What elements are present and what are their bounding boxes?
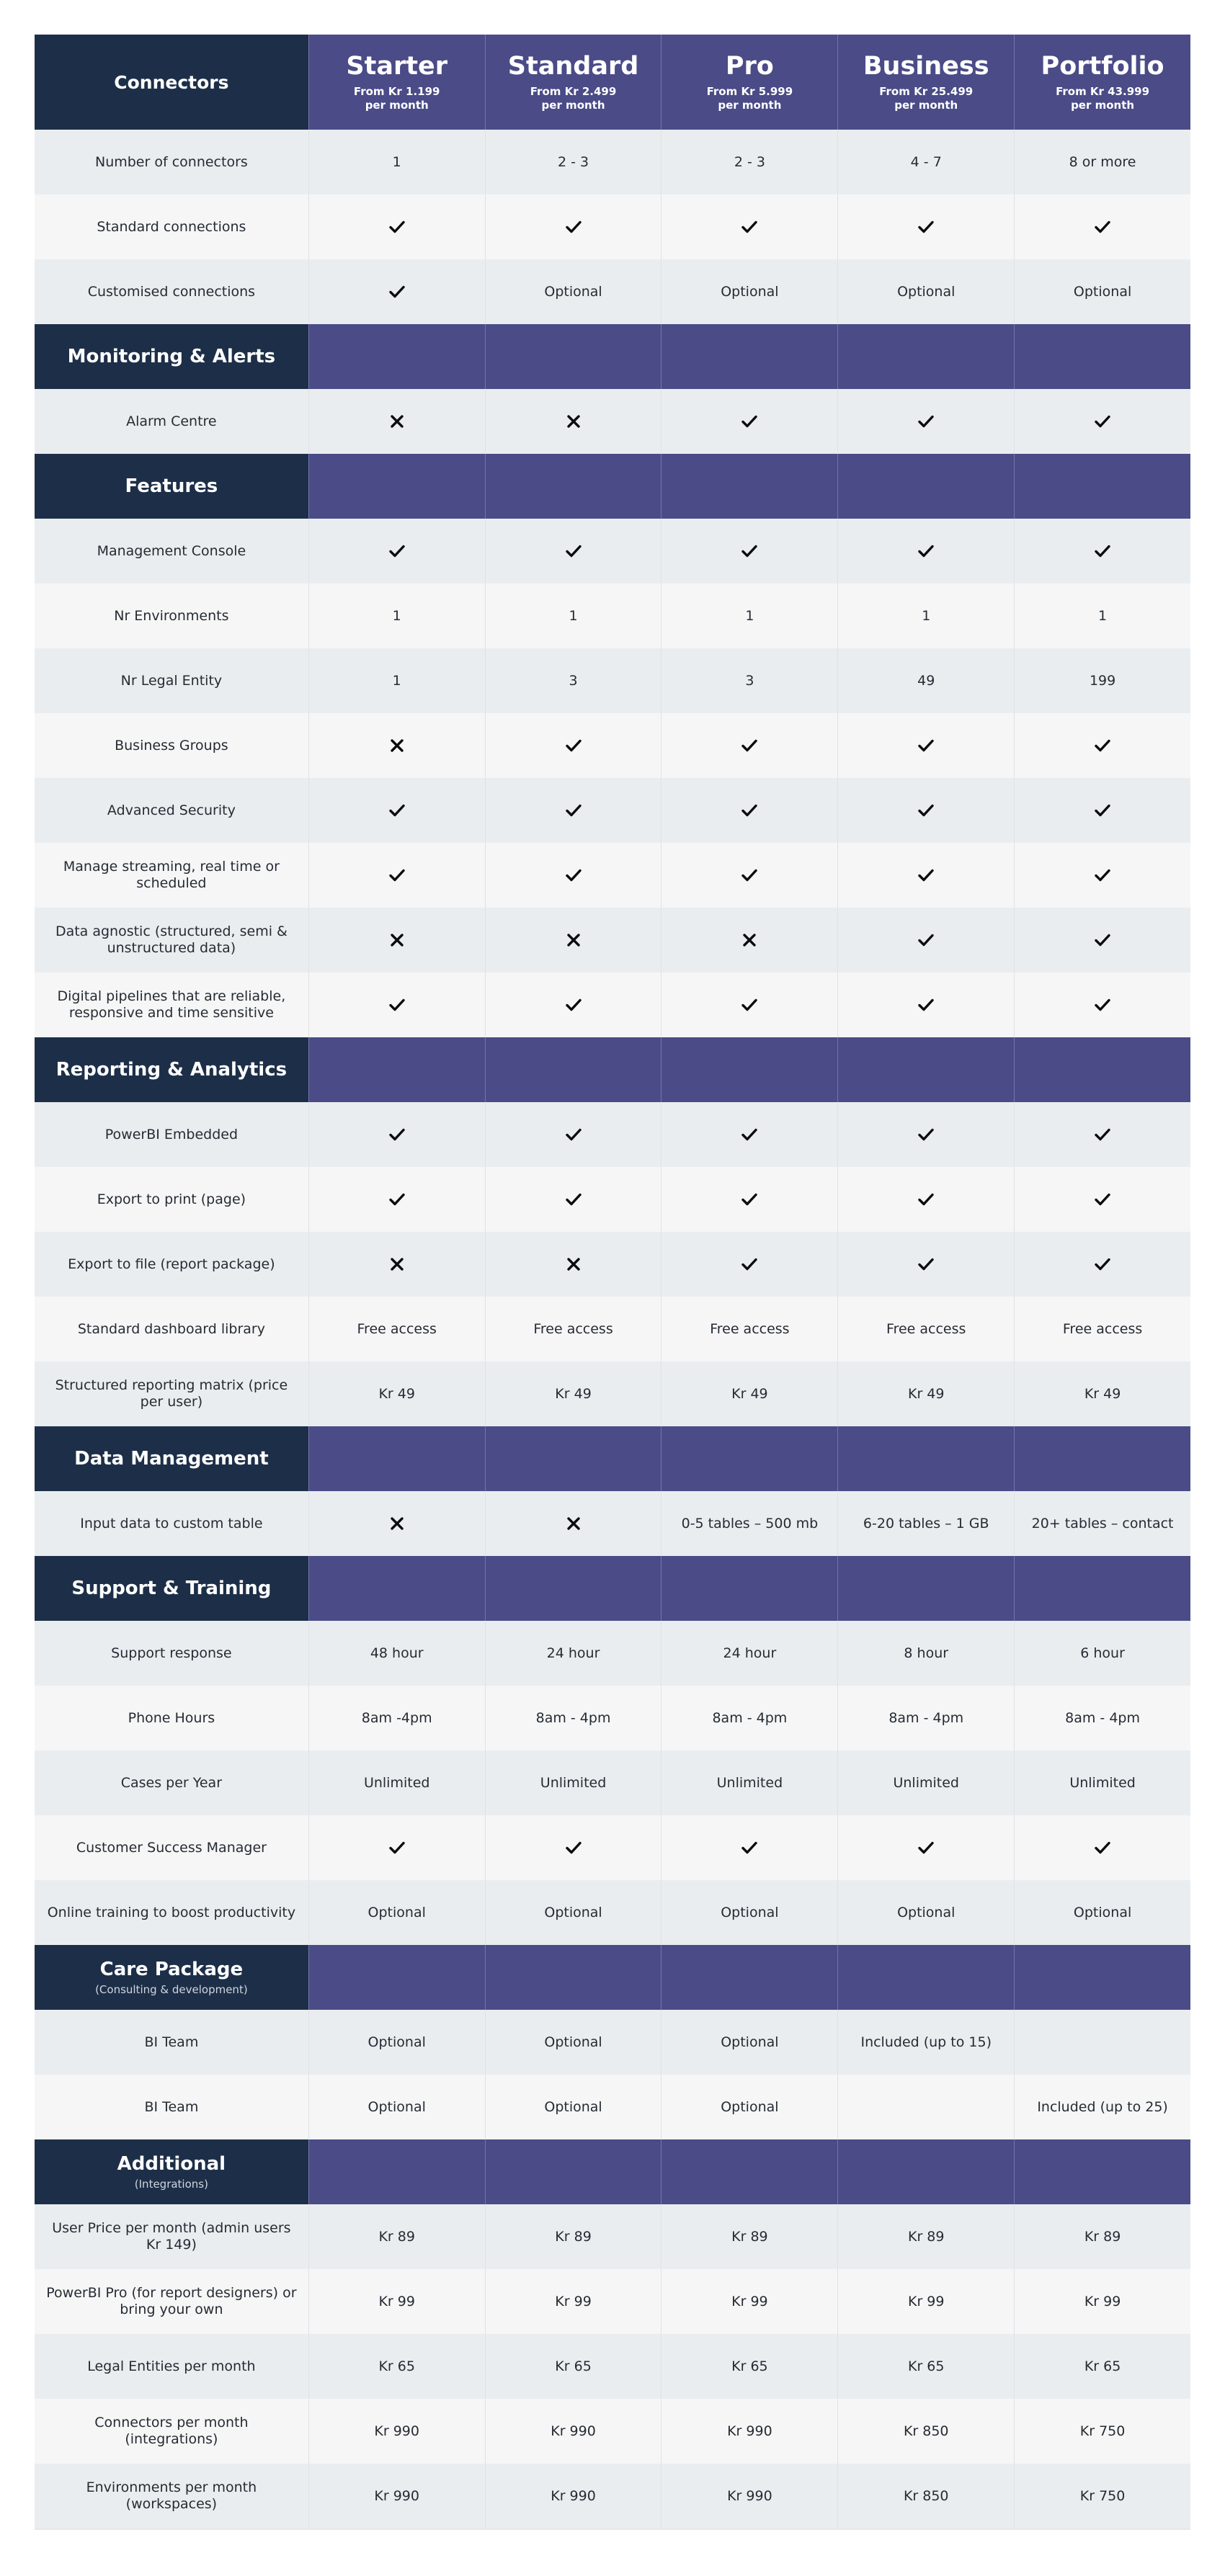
check-icon	[1014, 843, 1190, 908]
plan-value-cell: Optional	[308, 2075, 485, 2139]
table-row	[35, 778, 1190, 843]
check-icon	[308, 194, 485, 259]
plan-header-portfolio	[1014, 35, 1190, 130]
table-bottom-border	[35, 2528, 1190, 2530]
check-icon	[837, 1102, 1014, 1167]
section-fill-cell	[661, 1945, 837, 2010]
section-header-row	[35, 454, 1190, 519]
plan-value-cell: Kr 99	[308, 2269, 485, 2334]
plan-value-cell: 4 - 7	[837, 130, 1014, 194]
check-icon	[308, 1102, 485, 1167]
section-fill-cell	[308, 1426, 485, 1491]
plan-price-period: per month	[365, 99, 429, 112]
plan-value-cell: 1	[661, 583, 837, 648]
check-icon	[837, 1167, 1014, 1232]
check-icon	[485, 1102, 662, 1167]
check-icon	[837, 778, 1014, 843]
check-icon	[1014, 1102, 1190, 1167]
plan-value-cell: Kr 89	[661, 2204, 837, 2269]
section-fill-cell	[661, 1426, 837, 1491]
section-fill-cell	[1014, 454, 1190, 519]
check-icon	[837, 972, 1014, 1037]
plan-value-cell: Optional	[837, 1880, 1014, 1945]
section-title-cell	[35, 324, 308, 389]
check-icon	[661, 843, 837, 908]
plan-value-cell: 3	[485, 648, 662, 713]
plan-value-cell: Included (up to 25)	[1014, 2075, 1190, 2139]
plan-value-cell: Kr 49	[837, 1361, 1014, 1426]
plan-value-cell: Optional	[837, 259, 1014, 324]
check-icon	[485, 1167, 662, 1232]
section-fill-cell	[485, 1945, 662, 2010]
plan-value-cell: Kr 89	[1014, 2204, 1190, 2269]
table-row	[35, 1621, 1190, 1686]
table-row	[35, 1167, 1190, 1232]
section-fill-cell	[485, 1426, 662, 1491]
check-icon	[1014, 519, 1190, 583]
cross-icon	[308, 1232, 485, 1297]
table-row	[35, 389, 1190, 454]
table-row	[35, 130, 1190, 194]
check-icon	[661, 972, 837, 1037]
plan-value-cell: Kr 99	[485, 2269, 662, 2334]
plan-price	[707, 85, 793, 112]
plan-value-cell: Kr 990	[661, 2399, 837, 2464]
plan-price-period: per month	[718, 99, 782, 112]
plan-value-cell: Kr 850	[837, 2464, 1014, 2528]
plan-value-cell: Optional	[485, 2075, 662, 2139]
section-fill-cell	[661, 2139, 837, 2204]
table-row	[35, 583, 1190, 648]
feature-label: Export to print (page)	[97, 1191, 246, 1207]
plan-name: Standard	[507, 52, 639, 81]
table-row	[35, 2464, 1190, 2528]
plan-name: Starter	[346, 52, 447, 81]
table-row	[35, 1232, 1190, 1297]
plan-value-cell: Kr 65	[308, 2334, 485, 2399]
feature-label: Phone Hours	[128, 1709, 215, 1726]
section-fill-cell	[837, 1426, 1014, 1491]
check-icon	[837, 908, 1014, 972]
section-header-row	[35, 1945, 1190, 2010]
check-icon	[485, 1815, 662, 1880]
check-icon	[308, 778, 485, 843]
section-fill-cell	[485, 1556, 662, 1621]
plan-value-cell: Kr 99	[1014, 2269, 1190, 2334]
section-title: Support & Training	[71, 1578, 272, 1599]
plan-price-period: per month	[1071, 99, 1135, 112]
plan-value-cell: Free access	[837, 1297, 1014, 1361]
check-icon	[661, 1102, 837, 1167]
section-fill-cell	[837, 1945, 1014, 2010]
check-icon	[485, 778, 662, 843]
plan-value-cell: Unlimited	[485, 1750, 662, 1815]
section-header-row	[35, 2139, 1190, 2204]
section-fill-cell	[837, 324, 1014, 389]
plan-price	[879, 85, 973, 112]
plan-value-cell: Optional	[485, 2010, 662, 2075]
section-fill-cell	[837, 1037, 1014, 1102]
plan-header-starter	[308, 35, 485, 130]
table-row	[35, 2075, 1190, 2139]
plan-value-cell: Kr 65	[485, 2334, 662, 2399]
table-row	[35, 2399, 1190, 2464]
plan-value-cell: 2 - 3	[485, 130, 662, 194]
section-title-cell	[35, 1037, 308, 1102]
plan-value-cell: Optional	[308, 1880, 485, 1945]
section-fill-cell	[1014, 1556, 1190, 1621]
plan-price	[530, 85, 617, 112]
section-header-row	[35, 1426, 1190, 1491]
plan-name: Pro	[725, 52, 774, 81]
section-fill-cell	[308, 1556, 485, 1621]
plan-value-cell: Optional	[661, 2010, 837, 2075]
check-icon	[1014, 778, 1190, 843]
section-title: Reporting & Analytics	[55, 1059, 288, 1081]
plan-value-cell: 49	[837, 648, 1014, 713]
feature-label: Nr Environments	[114, 607, 229, 624]
feature-label: Digital pipelines that are reliable, responsive and time sensitive	[57, 988, 286, 1021]
plan-value-cell: 8am - 4pm	[837, 1686, 1014, 1750]
plan-name: Business	[863, 52, 989, 81]
plan-value-cell: 6 hour	[1014, 1621, 1190, 1686]
feature-label: BI Team	[144, 2098, 199, 2115]
feature-label: Number of connectors	[94, 153, 248, 170]
section-header-row	[35, 324, 1190, 389]
plan-value-cell: Unlimited	[661, 1750, 837, 1815]
cross-icon	[308, 1491, 485, 1556]
plan-value-cell: Optional	[485, 259, 662, 324]
plan-header-pro	[661, 35, 837, 130]
feature-label: Nr Legal Entity	[120, 672, 223, 689]
check-icon	[1014, 389, 1190, 454]
plan-value-cell: 1	[308, 648, 485, 713]
section-fill-cell	[837, 1556, 1014, 1621]
cross-icon	[661, 908, 837, 972]
pricing-comparison-table	[35, 35, 1190, 2528]
check-icon	[661, 713, 837, 778]
section-fill-cell	[308, 2139, 485, 2204]
section-title: Data Management	[74, 1448, 269, 1470]
section-fill-cell	[1014, 1426, 1190, 1491]
plan-value-cell: 2 - 3	[661, 130, 837, 194]
check-icon	[485, 519, 662, 583]
plan-value-cell: Kr 49	[1014, 1361, 1190, 1426]
plan-value-cell: Kr 65	[837, 2334, 1014, 2399]
check-icon	[837, 194, 1014, 259]
check-icon	[661, 778, 837, 843]
plan-value-cell: Kr 990	[308, 2399, 485, 2464]
section-fill-cell	[485, 454, 662, 519]
feature-label: BI Team	[144, 2034, 199, 2050]
table-row	[35, 2010, 1190, 2075]
feature-label: Online training to boost productivity	[47, 1904, 296, 1920]
plan-price-period: per month	[894, 99, 958, 112]
plan-value-cell: Optional	[661, 259, 837, 324]
plan-price-period: per month	[541, 99, 605, 112]
feature-label: Business Groups	[115, 737, 228, 753]
section-fill-cell	[1014, 2139, 1190, 2204]
feature-label: Input data to custom table	[80, 1515, 263, 1531]
check-icon	[661, 194, 837, 259]
table-row	[35, 1750, 1190, 1815]
cross-icon	[308, 389, 485, 454]
table-row	[35, 713, 1190, 778]
feature-label: Structured reporting matrix (price per user)	[55, 1377, 288, 1410]
plan-value-cell: Optional	[661, 2075, 837, 2139]
plan-name: Portfolio	[1041, 52, 1164, 81]
plan-value-cell: 3	[661, 648, 837, 713]
table-row	[35, 908, 1190, 972]
plan-value-cell: Free access	[661, 1297, 837, 1361]
check-icon	[308, 1167, 485, 1232]
section-title: Additional	[117, 2153, 226, 2175]
plan-value-cell: 1	[308, 130, 485, 194]
plan-value-cell: Kr 89	[308, 2204, 485, 2269]
check-icon	[1014, 194, 1190, 259]
plan-value-cell: Free access	[308, 1297, 485, 1361]
section-header-row	[35, 1556, 1190, 1621]
plan-value-cell: 8am - 4pm	[1014, 1686, 1190, 1750]
plan-value-cell: 24 hour	[661, 1621, 837, 1686]
check-icon	[308, 843, 485, 908]
table-row	[35, 1686, 1190, 1750]
section-fill-cell	[1014, 1037, 1190, 1102]
check-icon	[485, 713, 662, 778]
plan-price-line: From Kr 43.999	[1056, 85, 1150, 98]
plan-price	[1056, 85, 1149, 112]
feature-label: Advanced Security	[107, 802, 236, 818]
plan-value-cell: Kr 990	[485, 2464, 662, 2528]
section-fill-cell	[308, 1945, 485, 2010]
cross-icon	[308, 908, 485, 972]
section-fill-cell	[661, 324, 837, 389]
section-fill-cell	[1014, 1945, 1190, 2010]
plan-value-cell: Kr 99	[661, 2269, 837, 2334]
table-row	[35, 843, 1190, 908]
section-title: Features	[125, 475, 218, 497]
plan-value-cell: Kr 49	[661, 1361, 837, 1426]
section-subtitle: (Consulting & development)	[95, 1983, 248, 1996]
plan-value-cell: Optional	[1014, 1880, 1190, 1945]
section-fill-cell	[661, 1037, 837, 1102]
check-icon	[661, 1815, 837, 1880]
plan-value-cell: 8am - 4pm	[661, 1686, 837, 1750]
feature-label: Standard dashboard library	[77, 1320, 265, 1337]
table-row	[35, 2269, 1190, 2334]
section-title: Monitoring & Alerts	[67, 346, 276, 367]
section-fill-cell	[837, 2139, 1014, 2204]
plan-value-cell: Kr 750	[1014, 2464, 1190, 2528]
table-row	[35, 1880, 1190, 1945]
cross-icon	[485, 1491, 662, 1556]
section-title-cell	[35, 1426, 308, 1491]
plan-value-cell: Kr 750	[1014, 2399, 1190, 2464]
feature-label: Data agnostic (structured, semi & unstructured data)	[55, 923, 288, 956]
table-row	[35, 1815, 1190, 1880]
section-fill-cell	[661, 454, 837, 519]
feature-label: Management Console	[97, 542, 246, 559]
cross-icon	[485, 1232, 662, 1297]
table-row	[35, 1102, 1190, 1167]
plan-value-cell: Kr 99	[837, 2269, 1014, 2334]
table-row	[35, 259, 1190, 324]
check-icon	[485, 843, 662, 908]
check-icon	[661, 1167, 837, 1232]
table-header-row	[35, 35, 1190, 130]
feature-label: PowerBI Embedded	[104, 1126, 239, 1142]
feature-label: Manage streaming, real time or scheduled	[63, 859, 280, 891]
table-row	[35, 1491, 1190, 1556]
check-icon	[308, 972, 485, 1037]
plan-value-cell: Unlimited	[308, 1750, 485, 1815]
table-row	[35, 1361, 1190, 1426]
plan-value-cell: Kr 65	[1014, 2334, 1190, 2399]
feature-label: Customer Success Manager	[76, 1839, 267, 1856]
plan-value-cell: 24 hour	[485, 1621, 662, 1686]
plan-value-cell: 1	[837, 583, 1014, 648]
plan-value-cell: Kr 850	[837, 2399, 1014, 2464]
feature-label: Cases per Year	[120, 1774, 223, 1791]
plan-value-cell: Optional	[485, 1880, 662, 1945]
table-row	[35, 519, 1190, 583]
section-title-cell	[35, 1945, 308, 2010]
plan-header-standard	[485, 35, 662, 130]
plan-value-cell: Kr 990	[308, 2464, 485, 2528]
section-fill-cell	[308, 1037, 485, 1102]
plan-value-cell: Unlimited	[1014, 1750, 1190, 1815]
plan-value-cell: Unlimited	[837, 1750, 1014, 1815]
check-icon	[661, 1232, 837, 1297]
feature-label: Legal Entities per month	[87, 2358, 256, 2374]
cross-icon	[485, 389, 662, 454]
table-row	[35, 648, 1190, 713]
plan-header-business	[837, 35, 1014, 130]
check-icon	[485, 194, 662, 259]
plan-value-cell: Kr 65	[661, 2334, 837, 2399]
section-title-cell	[35, 1556, 308, 1621]
plan-price	[354, 85, 440, 112]
cross-icon	[485, 908, 662, 972]
plan-value-cell: Included (up to 15)	[837, 2010, 1014, 2075]
plan-value-cell: Free access	[485, 1297, 662, 1361]
plan-price-line: From Kr 2.499	[530, 85, 617, 98]
feature-label: Support response	[111, 1645, 232, 1661]
section-header-row	[35, 1037, 1190, 1102]
feature-label: Connectors per month (integrations)	[94, 2415, 249, 2447]
table-row	[35, 2334, 1190, 2399]
feature-label: Alarm Centre	[126, 413, 217, 429]
plan-value-cell	[1014, 2010, 1190, 2075]
check-icon	[837, 389, 1014, 454]
section-title: Care Package	[99, 1959, 244, 1980]
plan-value-cell: 1	[308, 583, 485, 648]
check-icon	[837, 1815, 1014, 1880]
plan-value-cell: 8am - 4pm	[485, 1686, 662, 1750]
plan-value-cell: Kr 89	[837, 2204, 1014, 2269]
feature-label: User Price per month (admin users Kr 149)	[52, 2220, 291, 2253]
check-icon	[837, 713, 1014, 778]
feature-label: Customised connections	[87, 283, 256, 300]
section-fill-cell	[661, 1556, 837, 1621]
section-fill-cell	[485, 1037, 662, 1102]
section-subtitle: (Integrations)	[134, 2178, 208, 2191]
check-icon	[485, 972, 662, 1037]
plan-value-cell: Free access	[1014, 1297, 1190, 1361]
table-row	[35, 1297, 1190, 1361]
check-icon	[1014, 908, 1190, 972]
plan-value-cell: Optional	[308, 2010, 485, 2075]
table-body	[35, 130, 1190, 2528]
feature-label: Environments per month (workspaces)	[86, 2479, 257, 2512]
section-fill-cell	[485, 324, 662, 389]
plan-value-cell: Optional	[1014, 259, 1190, 324]
plan-value-cell: 0-5 tables – 500 mb	[661, 1491, 837, 1556]
plan-value-cell: 48 hour	[308, 1621, 485, 1686]
table-row	[35, 2204, 1190, 2269]
plan-value-cell: 8am -4pm	[308, 1686, 485, 1750]
check-icon	[308, 1815, 485, 1880]
check-icon	[1014, 972, 1190, 1037]
check-icon	[661, 519, 837, 583]
check-icon	[1014, 1167, 1190, 1232]
section-fill-cell	[308, 454, 485, 519]
plan-value-cell: Kr 49	[308, 1361, 485, 1426]
plan-value-cell: 8 hour	[837, 1621, 1014, 1686]
section-title-cell	[35, 2139, 308, 2204]
plan-value-cell: 6-20 tables – 1 GB	[837, 1491, 1014, 1556]
cross-icon	[308, 713, 485, 778]
check-icon	[308, 519, 485, 583]
feature-label: PowerBI Pro (for report designers) or bring your own	[46, 2285, 297, 2317]
section-fill-cell	[837, 454, 1014, 519]
section-title-cell	[35, 454, 308, 519]
plan-value-cell: 199	[1014, 648, 1190, 713]
plan-value-cell: Kr 89	[485, 2204, 662, 2269]
check-icon	[1014, 713, 1190, 778]
check-icon	[837, 1232, 1014, 1297]
plan-price-line: From Kr 5.999	[706, 85, 793, 98]
feature-label: Export to file (report package)	[68, 1256, 275, 1272]
plan-value-cell: 1	[1014, 583, 1190, 648]
check-icon	[1014, 1232, 1190, 1297]
check-icon	[837, 843, 1014, 908]
plan-value-cell: 8 or more	[1014, 130, 1190, 194]
section-fill-cell	[485, 2139, 662, 2204]
section-fill-cell	[308, 324, 485, 389]
header-label: Connectors	[35, 35, 308, 130]
plan-value-cell: Optional	[661, 1880, 837, 1945]
plan-value-cell: 20+ tables – contact	[1014, 1491, 1190, 1556]
feature-label: Standard connections	[97, 218, 246, 235]
plan-value-cell: Kr 990	[661, 2464, 837, 2528]
check-icon	[1014, 1815, 1190, 1880]
plan-value-cell: Kr 990	[485, 2399, 662, 2464]
plan-value-cell	[837, 2075, 1014, 2139]
check-icon	[308, 259, 485, 324]
plan-value-cell: Kr 49	[485, 1361, 662, 1426]
plan-price-line: From Kr 25.499	[879, 85, 974, 98]
table-row	[35, 194, 1190, 259]
table-row	[35, 972, 1190, 1037]
plan-value-cell: 1	[485, 583, 662, 648]
section-fill-cell	[1014, 324, 1190, 389]
plan-price-line: From Kr 1.199	[353, 85, 440, 98]
check-icon	[837, 519, 1014, 583]
check-icon	[661, 389, 837, 454]
